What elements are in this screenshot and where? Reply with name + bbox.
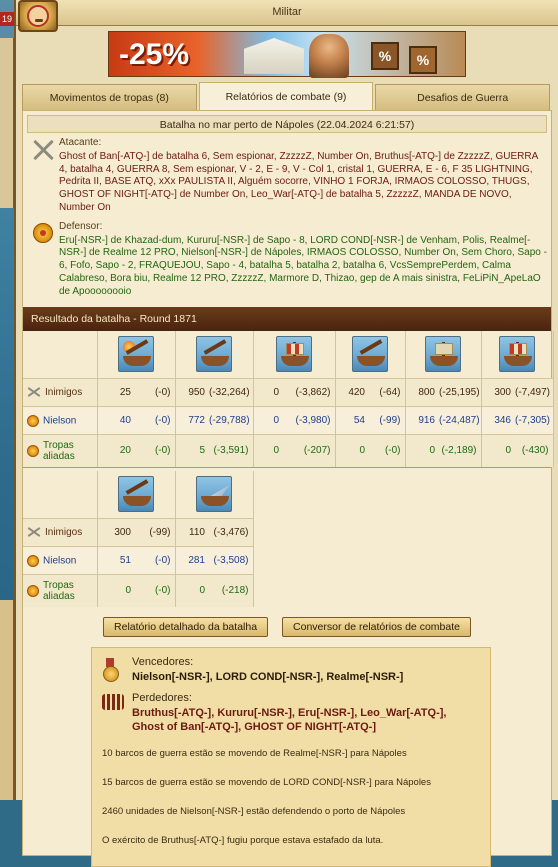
- unit-loss: (-7,497): [515, 379, 553, 407]
- unit-count: 950: [175, 379, 209, 407]
- unit-count: 0: [335, 435, 369, 467]
- unit-loss: (-99): [369, 407, 405, 435]
- report-content: [22, 110, 552, 856]
- background-panel-lower: [0, 600, 14, 800]
- unit-count: 281: [175, 547, 209, 575]
- unit-count: 54: [335, 407, 369, 435]
- enemies-row: [23, 379, 553, 407]
- allied-row: [23, 435, 553, 467]
- unit-loss: (-3,508): [209, 547, 253, 575]
- unit-loss: (-64): [369, 379, 405, 407]
- unit-count: 300: [97, 519, 135, 547]
- unit-count: 51: [97, 547, 135, 575]
- row-label: Nielson: [43, 555, 77, 567]
- player-badge-icon: [27, 555, 39, 567]
- defeated-army-icon: [102, 694, 124, 710]
- defender-badge-icon: [33, 223, 53, 243]
- unit-loss: (-0): [369, 435, 405, 467]
- tab-troop-movements[interactable]: Movimentos de tropas (8): [22, 84, 197, 110]
- unit-loss: (-3,980): [283, 407, 335, 435]
- unit-catapult-ship[interactable]: [175, 331, 253, 379]
- red-sail-trireme-icon: [276, 336, 312, 372]
- promo-banner[interactable]: [108, 31, 466, 77]
- unit-count: 0: [405, 435, 439, 467]
- unit-count: 772: [175, 407, 209, 435]
- catapult-ship-icon: [196, 336, 232, 372]
- unit-loss: (-3,591): [209, 435, 253, 467]
- fire-ship-icon: [118, 336, 154, 372]
- unit-loss: (-99): [135, 519, 175, 547]
- unit-red-striped-sail-ship[interactable]: [481, 331, 553, 379]
- promo-banner-wrap: [16, 26, 558, 82]
- unit-count: 300: [481, 379, 515, 407]
- red-striped-sail-ship-icon: [499, 336, 535, 372]
- battle-event: 15 barcos de guerra estão se movendo de LORD COND[-NSR-] para Nápoles: [102, 776, 431, 788]
- unit-loss: (-0): [135, 435, 175, 467]
- losers-section: [102, 692, 480, 734]
- defender-label: Defensor:: [59, 220, 103, 232]
- winners-section: [102, 656, 480, 684]
- winged-ship-icon: [196, 476, 232, 512]
- unit-count: 420: [335, 379, 369, 407]
- battle-event: O exército de Bruthus[-ATQ-] fugiu porque estava estafado da luta.: [102, 834, 384, 846]
- defender-list[interactable]: Eru[-NSR-] de Khazad-dum, Kururu[-NSR-] de Sapo - 8, LORD COND[-NSR-] de Venham, Polis, Realme[-NSR-] de Realme 12 PRO, Nielson[-NSR-] de Nápoles, IRMAOS COLOSSO, Number On, Sem Choro, Sapo - 6, Fofo, Sapo - 2, FRAQUEJOU, Sapo - 4, batalha 5, batalha 2, batalha 6, VcsSemprePerdem, Calma Calabreso, Bora biu, Realme 12 PRO, ZzzzzZ, Marmore D, Thizao, gep de A mais sinistra, FeLiPiN_ApeLaO de Apoooooooio: [59, 234, 547, 297]
- detailed-report-button[interactable]: Relatório detalhado da batalha: [103, 617, 268, 637]
- attacker-section: [23, 133, 551, 217]
- unit-loss: (-7,305): [515, 407, 553, 435]
- unit-count: 916: [405, 407, 439, 435]
- defender-section: [23, 217, 551, 301]
- unit-loss: (-24,487): [439, 407, 481, 435]
- battle-result-header: Resultado da batalha - Round 1871: [23, 307, 551, 331]
- unit-count: 5: [175, 435, 209, 467]
- unit-count: 0: [253, 435, 283, 467]
- discount-crate-icon: %: [371, 42, 399, 70]
- winners-list[interactable]: Nielson[-NSR-], LORD COND[-NSR-], Realme[-NSR-]: [132, 670, 404, 683]
- unit-loss: (-0): [135, 547, 175, 575]
- row-label: Tropas aliadas: [43, 579, 75, 602]
- row-label: Inimigos: [45, 527, 83, 539]
- row-label: Tropas aliadas: [43, 439, 75, 462]
- unit-loss: (-3,476): [209, 519, 253, 547]
- unit-count: 0: [175, 575, 209, 607]
- unit-icon-row: [23, 471, 253, 519]
- tab-war-challenges[interactable]: Desafios de Guerra: [375, 84, 550, 110]
- tab-combat-reports[interactable]: Relatórios de combate (9): [199, 82, 374, 110]
- unit-red-sail-trireme[interactable]: [253, 331, 335, 379]
- unit-battle-ship[interactable]: [405, 331, 481, 379]
- allied-row: [23, 575, 253, 607]
- unit-loss: (-207): [283, 435, 335, 467]
- unit-count: 20: [97, 435, 135, 467]
- advisor-portrait-icon[interactable]: [18, 0, 58, 32]
- losers-label: Perdedores:: [132, 691, 192, 704]
- tab-bar: [22, 82, 552, 110]
- unit-count: 0: [481, 435, 515, 467]
- allied-badge-icon: [27, 585, 39, 597]
- battle-ship-icon: [425, 336, 461, 372]
- player-row: [23, 407, 553, 435]
- medal-icon: [102, 658, 118, 680]
- enemies-row: [23, 519, 253, 547]
- hero-figure-icon: [309, 34, 349, 78]
- unit-loss: (-0): [135, 407, 175, 435]
- unit-table-2: [23, 471, 254, 607]
- unit-loss: (-2,189): [439, 435, 481, 467]
- attacker-label: Atacante:: [59, 137, 102, 148]
- unit-loss: (-430): [515, 435, 553, 467]
- unit-fire-ship[interactable]: [97, 331, 175, 379]
- row-label: Inimigos: [45, 387, 83, 399]
- window-titlebar: [16, 0, 558, 26]
- player-row: [23, 547, 253, 575]
- player-badge-icon: [27, 415, 39, 427]
- discount-label: -25%: [119, 38, 190, 71]
- winners-label: Vencedores:: [132, 655, 194, 668]
- background-panel: [0, 38, 14, 208]
- temple-icon: [244, 38, 304, 74]
- window-title: Militar: [272, 6, 302, 18]
- unit-loss: (-3,862): [283, 379, 335, 407]
- crossed-swords-icon: [27, 527, 41, 537]
- unit-loss: (-29,788): [209, 407, 253, 435]
- unit-loss: (-32,264): [209, 379, 253, 407]
- battle-summary: [91, 647, 491, 867]
- unit-loss: (-25,195): [439, 379, 481, 407]
- unit-loss: (-0): [135, 379, 175, 407]
- unit-loss: (-0): [135, 575, 175, 607]
- notification-badge[interactable]: 19: [1, 14, 12, 24]
- report-actions: [23, 617, 551, 637]
- unit-count: 346: [481, 407, 515, 435]
- discount-crate-icon: %: [409, 46, 437, 74]
- row-label: Nielson: [43, 415, 77, 427]
- battle-title: Batalha no mar perto de Nápoles (22.04.2024 6:21:57): [27, 115, 547, 133]
- bireme-icon: [352, 336, 388, 372]
- unit-count: 25: [97, 379, 135, 407]
- unit-count: 0: [97, 575, 135, 607]
- losers-list[interactable]: Bruthus[-ATQ-], Kururu[-NSR-], Eru[-NSR-], Leo_War[-ATQ-], Ghost of Ban[-ATQ-], GHOST OF NIGHT[-ATQ-]: [132, 706, 447, 733]
- unit-count: 40: [97, 407, 135, 435]
- allied-badge-icon: [27, 445, 39, 457]
- unit-count: 110: [175, 519, 209, 547]
- unit-count: 0: [253, 407, 283, 435]
- crossed-swords-icon: [32, 139, 54, 161]
- crossed-swords-icon: [27, 387, 41, 397]
- report-converter-button[interactable]: Conversor de relatórios de combate: [282, 617, 471, 637]
- unit-table-1: [23, 331, 554, 467]
- unit-winged-ship[interactable]: [175, 471, 253, 519]
- unit-icon-row: [23, 331, 553, 379]
- unit-count: 0: [253, 379, 283, 407]
- battle-event: 2460 unidades de Nielson[-NSR-] estão defendendo o porto de Nápoles: [102, 805, 406, 817]
- attacker-list[interactable]: Ghost of Ban[-ATQ-] de batalha 6, Sem espionar, ZzzzzZ, Number On, Bruthus[-ATQ-] de ZzzzzZ, GUERRA 4, batalha 4, GUERRA 8, Sem espionar, V - 2, E - 9, V - Col 1, cristal 1, GUERRA, E - 6, F 35 LIGHTNING, Pedrita II, BASE ATQ, xXx PAULISTA II, Alguém socorre, VINHO 1 FORJA, IRMAOS COLOSSO, THUGS, GHOST OF NIGHT[-ATQ-] de Number On, Leo_War[-ATQ-] de batalha 5, ZzzzzZ, MANDA DE NOVO, Number On: [59, 150, 538, 213]
- unit-loss: (-218): [209, 575, 253, 607]
- unit-siege-ship[interactable]: [97, 471, 175, 519]
- siege-ship-icon: [118, 476, 154, 512]
- military-window: [14, 0, 558, 846]
- unit-bireme[interactable]: [335, 331, 405, 379]
- battle-event: 10 barcos de guerra estão se movendo de Realme[-NSR-] para Nápoles: [102, 747, 407, 759]
- unit-count: 800: [405, 379, 439, 407]
